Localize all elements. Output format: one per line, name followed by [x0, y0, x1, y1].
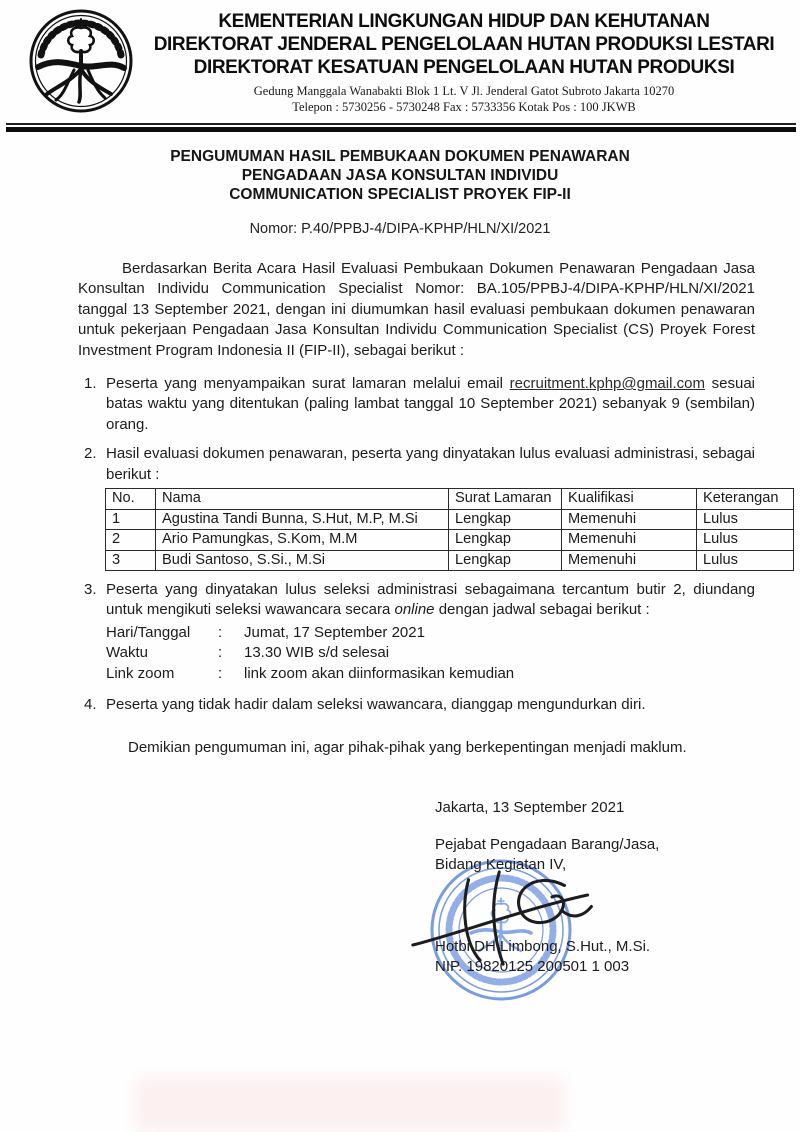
scan-bleed-through-artifact — [135, 1077, 565, 1132]
ministry-logo — [26, 6, 136, 116]
item-3-italic-word: online — [394, 601, 435, 619]
interview-schedule — [106, 623, 755, 684]
ministry-name: KEMENTERIAN LINGKUNGAN HIDUP DAN KEHUTANAN — [218, 11, 710, 32]
cell-keterangan: Lulus — [697, 530, 794, 551]
intro-paragraph: Berdasarkan Berita Acara Hasil Evaluasi Pembukaan Dokumen Penawaran Pengadaan Jasa Konsultan Individu Communication Specialist Nomor: BA.105/PPBJ-4/DIPA-KPHP/HLN/XI/2021 tanggal 13 September 2021, dengan ini diumumkan hasil evaluasi pembukaan dokumen penawaran untuk pekerjaan Pengadaan Jasa Konsultan Individu Communication Specialist (CS) Proyek Forest Investment Program Indonesia II (FIP-II), sebagai berikut : — [78, 260, 755, 359]
col-header-surat-lamaran: Surat Lamaran — [449, 489, 562, 510]
cell-nama: Budi Santoso, S.Si., M.Si — [156, 550, 449, 571]
col-header-kualifikasi: Kualifikasi — [562, 489, 697, 510]
handwritten-signature — [409, 866, 601, 974]
schedule-separator: : — [218, 623, 223, 641]
cell-surat: Lengkap — [449, 550, 562, 571]
item-2-number: 2. — [84, 445, 97, 463]
schedule-separator: : — [218, 664, 223, 682]
table-row — [106, 550, 794, 571]
title-line-1: PENGUMUMAN HASIL PEMBUKAAN DOKUMEN PENAWARAN — [170, 148, 630, 165]
cell-no: 3 — [106, 550, 156, 571]
item-4-number: 4. — [84, 696, 97, 714]
directorate-general-name: DIREKTORAT JENDERAL PENGELOLAAN HUTAN PRODUKSI LESTARI — [153, 34, 775, 55]
item-4-text: Peserta yang tidak hadir dalam seleksi wawancara, dianggap mengundurkan diri. — [106, 696, 646, 714]
cell-no: 2 — [106, 530, 156, 551]
signatory-name: Hotbi DH Limbong, S.Hut., M.Si. — [435, 937, 651, 955]
cell-kualifikasi: Memenuhi — [562, 550, 697, 571]
schedule-row-time — [106, 643, 755, 663]
schedule-row-day — [106, 623, 755, 643]
col-header-no: No. — [106, 489, 156, 510]
divider-thick-line — [6, 127, 796, 132]
document-number: Nomor: P.40/PPBJ-4/DIPA-KPHP/HLN/XI/2021 — [249, 221, 551, 237]
list-item-3 — [78, 580, 755, 684]
table-header-row — [106, 489, 794, 510]
cell-keterangan: Lulus — [697, 550, 794, 571]
title-line-3: COMMUNICATION SPECIALIST PROYEK FIP-II — [229, 186, 571, 203]
letterhead — [0, 0, 800, 115]
office-address: Gedung Manggala Wanabakti Blok 1 Lt. V Jl. Jenderal Gatot Subroto Jakarta 10270 — [253, 84, 675, 98]
cell-surat: Lengkap — [449, 509, 562, 530]
cell-nama: Ario Pamungkas, S.Kom, M.M — [156, 530, 449, 551]
item-3-number: 3. — [84, 581, 97, 599]
col-header-nama: Nama — [156, 489, 449, 510]
item-3-text — [106, 580, 755, 621]
cell-keterangan: Lulus — [697, 509, 794, 530]
signature-block — [435, 798, 765, 977]
cell-kualifikasi: Memenuhi — [562, 530, 697, 551]
schedule-value: 13.30 WIB s/d selesai — [244, 644, 390, 662]
list-item-2 — [78, 444, 779, 571]
schedule-separator: : — [218, 644, 223, 662]
table-row — [106, 530, 794, 551]
directorate-name: DIREKTORAT KESATUAN PENGELOLAAN HUTAN PRODUKSI — [193, 57, 735, 78]
cell-kualifikasi: Memenuhi — [562, 509, 697, 530]
schedule-value: Jumat, 17 September 2021 — [244, 623, 425, 641]
title-line-2: PENGADAAN JASA KONSULTAN INDIVIDU — [241, 167, 559, 184]
schedule-row-zoom-link — [106, 664, 755, 684]
list-item-1 — [78, 374, 755, 435]
signatory-role-line-2: Bidang Kegiatan IV, — [435, 855, 567, 873]
item-1-text-before: Peserta yang menyampaikan surat lamaran melalui email — [106, 375, 510, 393]
list-item-4 — [78, 695, 755, 715]
col-header-keterangan: Keterangan — [697, 489, 794, 510]
email-link[interactable]: recruitment.kphp@gmail.com — [509, 375, 705, 393]
schedule-value: link zoom akan diinformasikan kemudian — [244, 664, 515, 682]
signatory-role-line-1: Pejabat Pengadaan Barang/Jasa, — [435, 835, 660, 853]
evaluation-table — [105, 488, 794, 571]
document-body — [78, 259, 779, 758]
schedule-label: Hari/Tanggal — [106, 623, 191, 641]
item-1-text-after: sesuai batas waktu yang ditentukan (paling lambat tanggal 10 September 2021) sebanyak 9 (sembilan) orang. — [106, 375, 755, 433]
schedule-label: Link zoom — [106, 664, 175, 682]
office-contact: Telepon : 5730256 - 5730248 Fax : 5733356 Kotak Pos : 100 JKWB — [292, 100, 636, 114]
cell-surat: Lengkap — [449, 530, 562, 551]
cell-nama: Agustina Tandi Bunna, S.Hut, M.P, M.Si — [156, 509, 449, 530]
divider-thin-line — [6, 123, 796, 125]
cell-no: 1 — [106, 509, 156, 530]
item-3-text-before: Peserta yang dinyatakan lulus seleksi administrasi sebagaimana tercantum butir 2, diundang untuk mengikuti seleksi wawancara secara — [106, 581, 755, 619]
document-title — [0, 147, 800, 204]
place-date: Jakarta, 13 September 2021 — [435, 798, 625, 816]
item-1-number: 1. — [84, 375, 97, 393]
signatory-nip: NIP. 19820125 200501 1 003 — [435, 957, 630, 975]
schedule-label: Waktu — [106, 644, 148, 662]
table-row — [106, 509, 794, 530]
item-2-text: Hasil evaluasi dokumen penawaran, peserta yang dinyatakan lulus evaluasi administrasi, sebagai berikut : — [106, 445, 755, 483]
item-3-text-after: dengan jadwal sebagai berikut : — [434, 601, 650, 619]
item-1-text — [106, 374, 755, 435]
closing-paragraph: Demikian pengumuman ini, agar pihak-pihak yang berkepentingan menjadi maklum. — [128, 738, 687, 756]
letterhead-divider — [6, 123, 796, 132]
